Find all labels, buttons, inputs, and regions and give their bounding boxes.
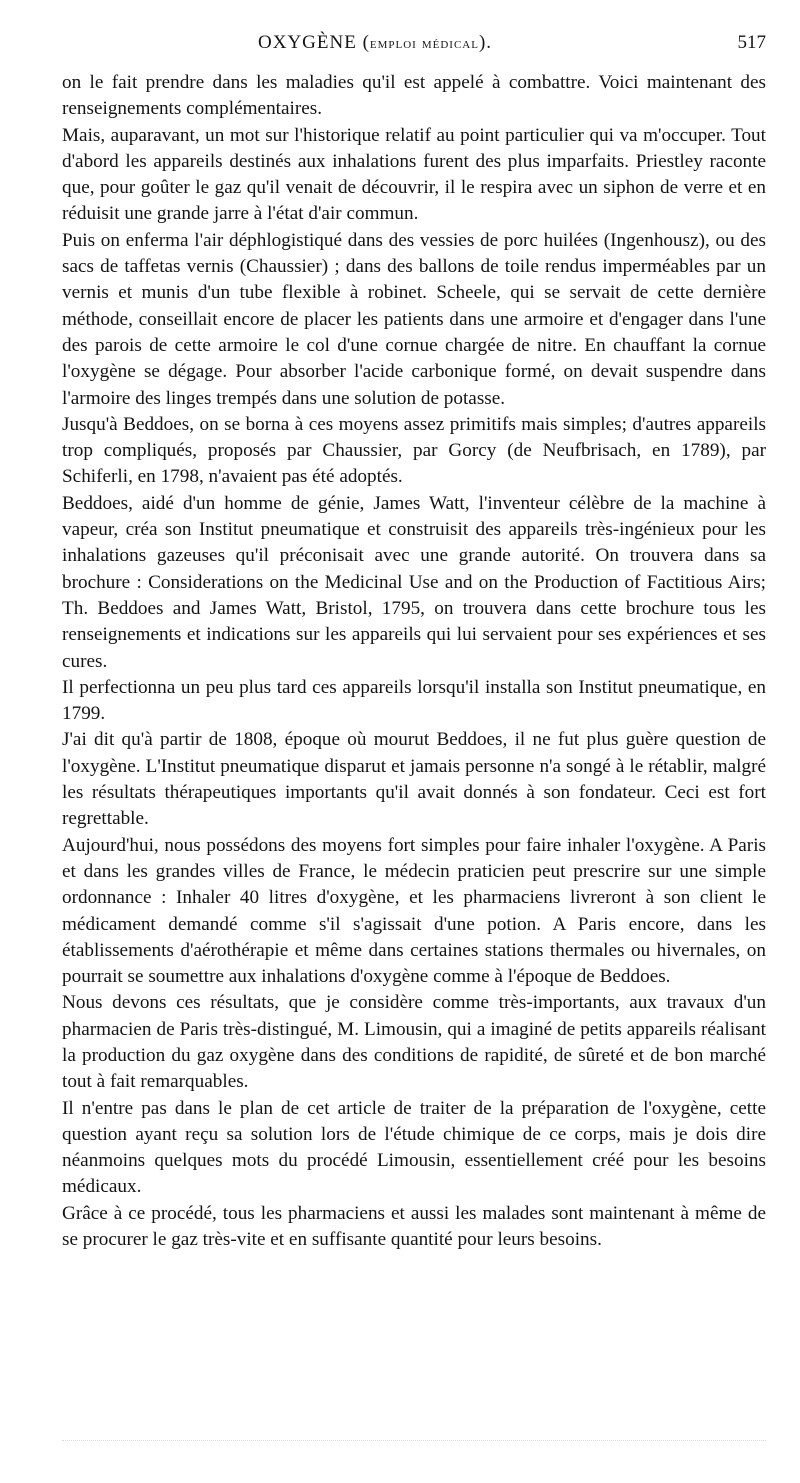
paragraph: on le fait prendre dans les maladies qu'il est appelé à combattre. Voici maintenant des renseignements complémentaires. bbox=[62, 72, 766, 120]
paragraph: Mais, auparavant, un mot sur l'historique relatif au point particulier qui va m'occuper. Tout d'abord les appareils destinés aux inhalations furent des plus imparfaits. Priestley raconte que, pour goûter le gaz qu'il venait de découvrir, il le respira avec un siphon de verre et en réduisit une grande jarre à l'état d'air commun. bbox=[62, 124, 766, 225]
paragraph: Grâce à ce procédé, tous les pharmaciens et aussi les malades sont maintenant à même de se procurer le gaz très-vite et en suffisante quantité pour leurs besoins. bbox=[62, 1202, 766, 1251]
paragraph: Jusqu'à Beddoes, on se borna à ces moyens assez primitifs mais simples; d'autres appareils trop compliqués, proposés par Chaussier, par Gorcy (de Neufbrisach, en 1789), par Schiferli, en 1798, n'avaient pas été adoptés. bbox=[62, 413, 766, 488]
running-title-smallcaps: emploi médical bbox=[369, 35, 479, 52]
page-number: 517 bbox=[737, 32, 766, 53]
paragraph: Puis on enferma l'air déphlogistiqué dans des vessies de porc huilées (Ingenhousz), ou des sacs de taffetas vernis (Chaussier) ; dans des ballons de toile rendus imperméables par un vernis et munis d'un tube flexible à robinet. Scheele, qui se servait de cette dernière méthode, conseillait encore de placer les patients dans une armoire et d'engager dans l'une des parois de cette armoire le col d'une cornue chargée de nitre. En chauffant la cornue l'oxygène se dégage. Pour absorber l'acide carbonique formé, on devait suspendre dans l'armoire des linges trempés dans une solution de potasse. bbox=[62, 229, 766, 409]
paragraph: Nous devons ces résultats, que je considère comme très-importants, aux travaux d'un pharmacien de Paris très-distingué, M. Limousin, qui a imaginé de petits appareils réalisant la production du gaz oxygène dans des conditions de rapidité, de sûreté et de bon marché tout à fait remarquables. bbox=[62, 992, 766, 1093]
paragraph: Beddoes, aidé d'un homme de génie, James Watt, l'inventeur célèbre de la machine à vapeur, créa son Institut pneumatique et construisit des appareils très-ingénieux pour les inhalations gazeuses qu'il préconisait avec une grande autorité. On trouvera dans sa brochure : Considerations on the Medicinal Use and on the Production of Factitious Airs; Th. Beddoes and James Watt, Bristol, 1795, on trouvera dans cette brochure tous les renseignements et indications sur les appareils qui lui servaient pour ses expériences et ses cures. bbox=[62, 492, 766, 672]
paragraph: Il n'entre pas dans le plan de cet article de traiter de la préparation de l'oxygène, cette question ayant reçu sa solution lors de l'étude chimique de ce corps, mais je dois dire néanmoins quelques mots du procédé Limousin, essentiellement créé pour les besoins médicaux. bbox=[62, 1097, 766, 1198]
running-head bbox=[62, 30, 766, 70]
paragraph: Il perfectionna un peu plus tard ces appareils lorsqu'il installa son Institut pneumatique, en 1799. bbox=[62, 676, 766, 725]
paragraph: J'ai dit qu'à partir de 1808, époque où mourut Beddoes, il ne fut plus guère question de l'oxygène. L'Institut pneumatique disparut et jamais personne n'a songé à le rétablir, malgré les résultats thérapeutiques importants qu'il avait donnés à son fondateur. Ceci est fort regrettable. bbox=[62, 729, 766, 830]
running-title-main: OXYGÈNE ( bbox=[258, 32, 370, 53]
running-title bbox=[258, 32, 492, 54]
body-text bbox=[62, 70, 766, 1253]
running-title-end: ). bbox=[478, 32, 493, 53]
paragraph: Aujourd'hui, nous possédons des moyens fort simples pour faire inhaler l'oxygène. A Paris et dans les grandes villes de France, le médecin praticien peut prescrire sur une simple ordonnance : Inhaler 40 litres d'oxygène, et les pharmaciens livreront à son client le médicament demandé comme s'il s'agissait d'une potion. A Paris encore, dans les établissements d'aérothérapie et même dans certaines stations thermales ou hivernales, on pourrait se soumettre aux inhalations d'oxygène comme à l'époque de Beddoes. bbox=[62, 834, 766, 988]
bottom-margin-specks bbox=[62, 1440, 766, 1451]
